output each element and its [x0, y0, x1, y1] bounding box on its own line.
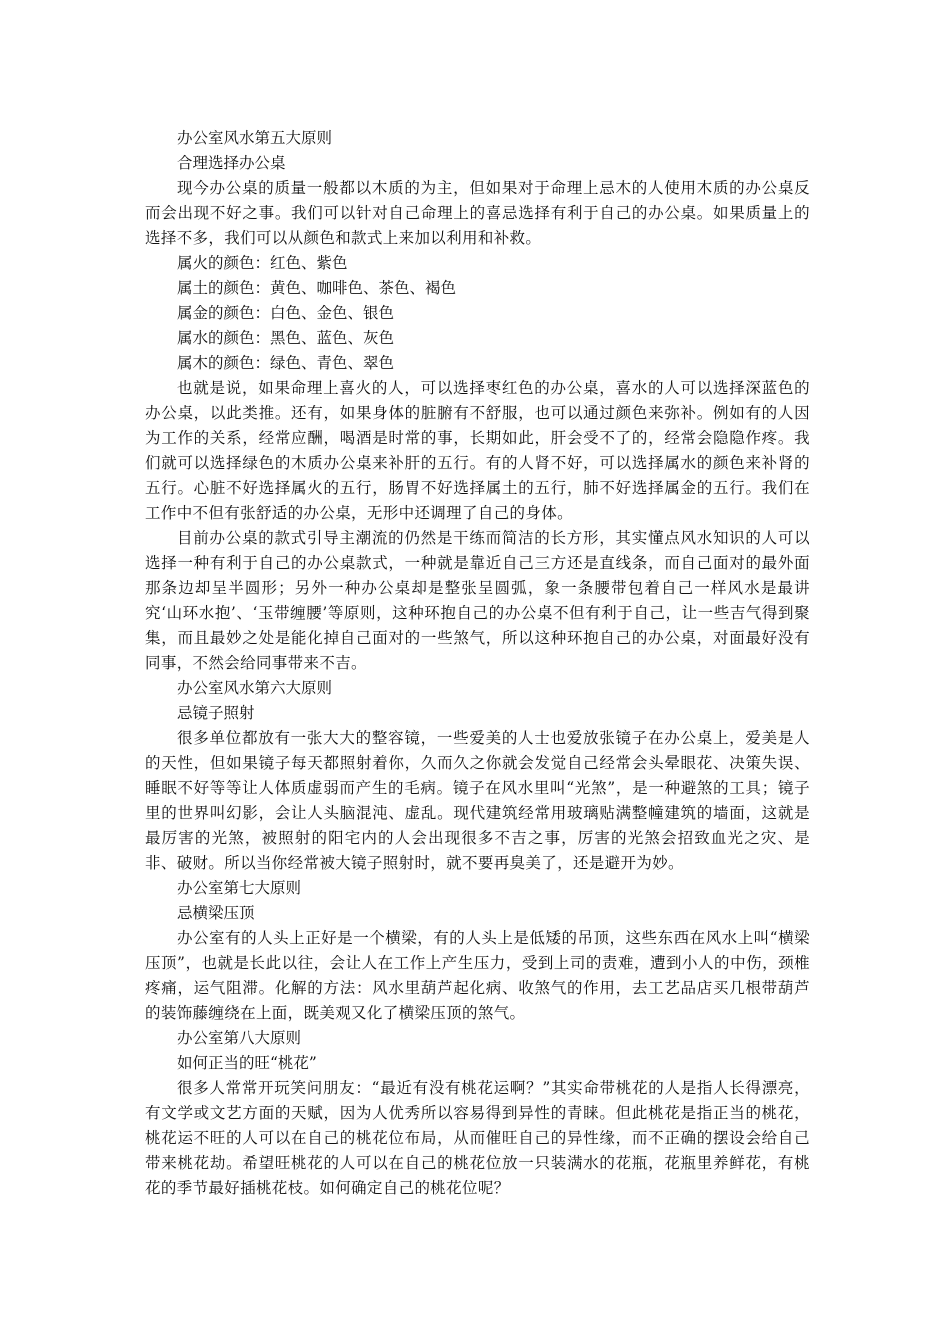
section-heading: 办公室第七大原则: [177, 879, 302, 897]
body-paragraph: 也就是说，如果命理上喜火的人，可以选择枣红色的办公桌，喜水的人可以选择深蓝色的办公桌，以此类推。还有，如果身体的脏腑有不舒服，也可以通过颜色来弥补。例如有的人因为工作的关系，经常应酬，喝酒是时常的事，长期如此，肝会受不了的，经常会隐隐作疼。我们就可以选择绿色的木质办公桌来补肝的五行。有的人肾不好，可以选择属水的颜色来补肾的五行。心脏不好选择属火的五行，肠胃不好选择属土的五行，肺不好选择属金的五行。我们在工作中不但有张舒适的办公桌，无形中还调理了自己的身体。: [145, 379, 810, 522]
document-body: [145, 126, 810, 1201]
color-list-item-water: 属水的颜色：黑色、蓝色、灰色: [177, 329, 395, 347]
section-heading: 办公室第八大原则: [177, 1029, 302, 1047]
section-subheading: 忌横梁压顶: [177, 904, 255, 922]
color-list-item-wood: 属木的颜色：绿色、青色、翠色: [177, 354, 395, 372]
color-list-item-fire: 属火的颜色：红色、紫色: [177, 254, 348, 272]
body-paragraph: 目前办公桌的款式引导主潮流的仍然是干练而简洁的长方形，其实懂点风水知识的人可以选择一种有利于自己的办公桌款式，一种就是靠近自己三方还是直线条，而自己面对的最外面那条边却呈半圆形；另外一种办公桌却是整张呈圆弧，象一条腰带包着自己一样风水是最讲究‘山环水抱’、‘玉带缠腰’等原则，这种环抱自己的办公桌不但有利于自己，让一些吉气得到聚集，而且最妙之处是能化掉自己面对的一些煞气，所以这种环抱自己的办公桌，对面最好没有同事，不然会给同事带来不吉。: [145, 529, 810, 672]
section-subheading: 忌镜子照射: [177, 704, 255, 722]
section-subheading: 如何正当的旺“桃花”: [177, 1054, 317, 1072]
section-heading: 办公室风水第五大原则: [177, 129, 333, 147]
body-paragraph: 很多单位都放有一张大大的整容镜，一些爱美的人士也爱放张镜子在办公桌上，爱美是人的天性，但如果镜子每天都照射着你，久而久之你就会发觉自己经常会头晕眼花、决策失误、睡眠不好等等让人体质虚弱而产生的毛病。镜子在风水里叫“光煞”，是一种避煞的工具；镜子里的世界叫幻影，会让人头脑混沌、虚乱。现代建筑经常用玻璃贴满整幢建筑的墙面，这就是最厉害的光煞，被照射的阳宅内的人会出现很多不吉之事，厉害的光煞会招致血光之灾、是非、破财。所以当你经常被大镜子照射时，就不要再臭美了，还是避开为妙。: [145, 729, 810, 872]
body-paragraph: 办公室有的人头上正好是一个横梁，有的人头上是低矮的吊顶，这些东西在风水上叫“横梁压顶”，也就是长此以往，会让人在工作上产生压力，受到上司的责难，遭到小人的中伤，颈椎疼痛，运气阻滞。化解的方法：风水里葫芦起化病、收煞气的作用，去工艺品店买几根带葫芦的装饰藤缠绕在上面，既美观又化了横梁压顶的煞气。: [145, 929, 810, 1022]
body-paragraph: 很多人常常开玩笑问朋友：“最近有没有桃花运啊？”其实命带桃花的人是指人长得漂亮，有文学或文艺方面的天赋，因为人优秀所以容易得到异性的青睐。但此桃花是指正当的桃花，桃花运不旺的人可以在自己的桃花位布局，从而催旺自己的异性缘，而不正确的摆设会给自己带来桃花劫。希望旺桃花的人可以在自己的桃花位放一只装满水的花瓶，花瓶里养鲜花，有桃花的季节最好插桃花枝。如何确定自己的桃花位呢？: [145, 1079, 810, 1197]
color-list-item-earth: 属土的颜色：黄色、咖啡色、茶色、褐色: [177, 279, 457, 297]
color-list-item-metal: 属金的颜色：白色、金色、银色: [177, 304, 395, 322]
section-subheading: 合理选择办公桌: [177, 154, 286, 172]
body-paragraph: 现今办公桌的质量一般都以木质的为主，但如果对于命理上忌木的人使用木质的办公桌反而会出现不好之事。我们可以针对自己命理上的喜忌选择有利于自己的办公桌。如果质量上的选择不多，我们可以从颜色和款式上来加以利用和补救。: [145, 179, 810, 247]
section-heading: 办公室风水第六大原则: [177, 679, 333, 697]
